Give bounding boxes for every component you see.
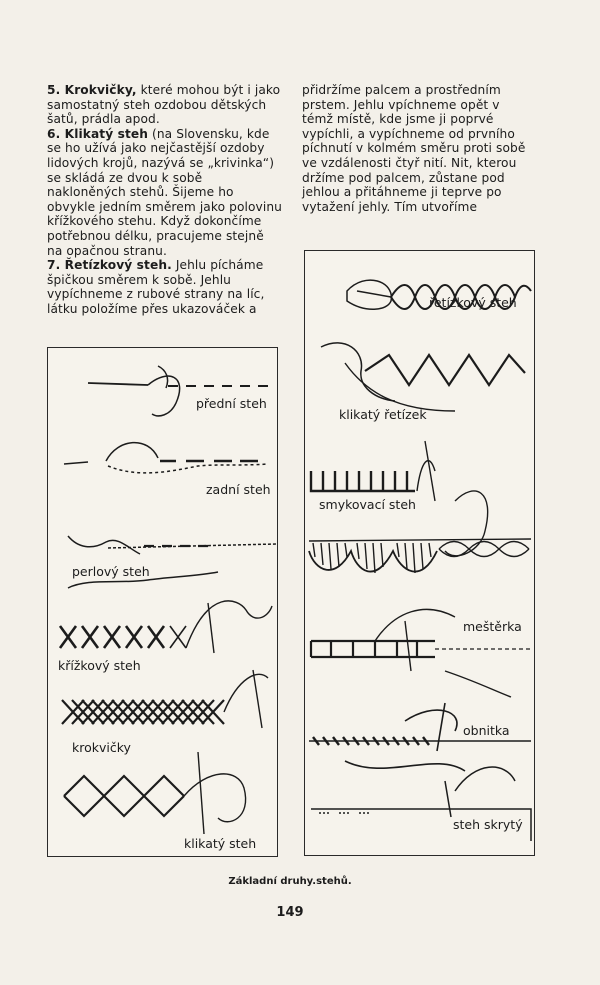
paragraph-text: (na Slovensku, kde se ho užívá jako nejčastější ozdoby lidových krojů, nazývá se „krivinka“) se skládá ze dvou k sobě nakloněných stehů. Šijeme ho obvykle jedním směrem jako polovinu křížkového stehu. Když dokončíme potřebnou délku, pracujeme stejně na opačnou stranu. [47,126,283,258]
label-klikaty-steh: klikatý steh [184,836,257,851]
paragraph-retizkovy-steh [47,258,283,316]
herringbone-illustration [62,670,268,728]
label-krokvicky: krokvičky [72,740,131,755]
label-obnitka: obnitka [463,723,510,738]
page-number: 149 [276,905,304,920]
paragraph-text: které mohou být i jako samostatný steh ozdobou dětských šatů, prádla apod. [47,83,281,127]
zigzag-stitch-illustration [64,752,246,834]
cross-stitch-illustration [60,601,272,653]
right-text-column [302,83,534,214]
label-zadni-steh: zadní steh [206,482,271,497]
pearl-stitch-illustration [68,536,276,588]
paragraph-heading: 6. Klikatý steh [47,126,149,141]
figure-panel-left [47,347,278,857]
blanket-stitch-illustration [311,441,435,501]
label-smykovaci-steh: smykovací steh [319,497,416,512]
label-krizkovy-steh: křížkový steh [58,658,141,673]
paragraph-text: Jehlu pícháme špičkou směrem k sobě. Jehlu vypíchneme z rubové strany na líc, látku položíme přes ukazováček a [47,258,265,316]
label-klikaty-retizek: klikatý řetízek [339,407,427,422]
paragraph-krokvicky [47,83,283,127]
label-perlovy-steh: perlový steh [72,564,150,579]
figure-caption: Základní druhy.stehů. [228,876,352,887]
stitch-illustrations-left [48,348,277,856]
label-predni-steh: přední steh [196,396,267,411]
paragraph-heading: 5. Krokvičky, [47,83,137,97]
label-mesterka: meštěrka [463,619,522,634]
label-steh-skryty: steh skrytý [453,817,523,832]
label-retizkovy-steh: řetízkový steh [429,295,517,310]
figure-panel-right [304,250,535,856]
paragraph-heading: 7. Řetízkový steh. [47,258,172,273]
backstitch-illustration [64,443,268,473]
paragraph-klikaty-steh [47,127,283,258]
paragraph-continuation: přidržíme palcem a prostředním prstem. Jehlu vpíchneme opět v témž místě, kde jsme ji poprvé vypíchli, a vypíchneme od prvního píchnutí v kolmém směru proti sobě ve vzdálenosti čtyř nití. Nit, kterou držíme pod palcem, zůstane pod jehlou a přitáhneme ji teprve po vytažení jehly. Tím utvoříme [302,83,526,214]
left-text-column [47,83,283,317]
stitch-illustrations-right [305,251,534,855]
zigzag-chain-illustration [321,343,525,411]
